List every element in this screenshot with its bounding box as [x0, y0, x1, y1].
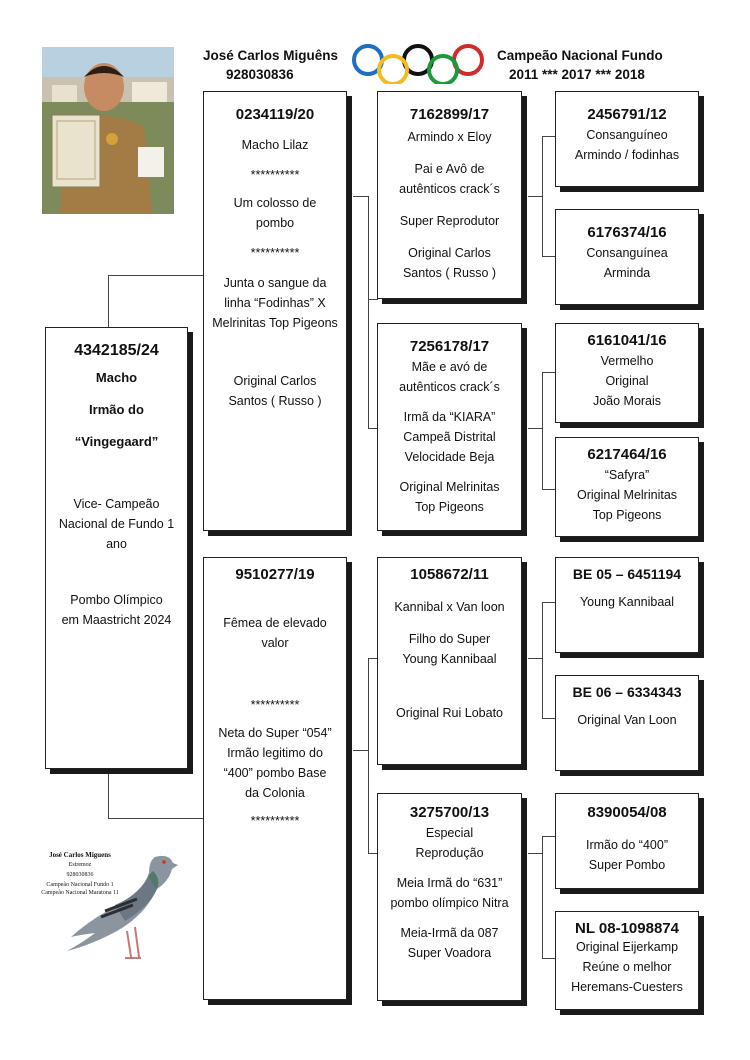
ggp-2-line1: Consanguínea [586, 246, 668, 260]
ggp-3-card [555, 323, 699, 423]
connector [368, 658, 369, 853]
ggp-1-ring: 2456791/12 [587, 106, 667, 123]
sire-sire-desc: Pai e Avô de autênticos crack´s [399, 162, 500, 196]
ggp-8-line3: Heremans-Cuesters [571, 980, 683, 994]
ggp-3-line2: Original [605, 374, 649, 388]
subject-pigeon-card [45, 327, 188, 769]
dam-separator: ********** [250, 814, 300, 828]
dam-lineage: Neta do Super “054” Irmão legitimo do “400” pombo Base da Colonia [218, 726, 332, 800]
connector [528, 658, 542, 659]
dam-dam-sibling: Meia Irmã do “631” pombo olímpico Nitra [390, 876, 509, 910]
olympic-rings-logo [346, 44, 492, 84]
connector [368, 196, 369, 428]
sire-color: Macho Lilaz [241, 138, 309, 152]
pigeon-illustration [45, 845, 190, 970]
connector [542, 836, 555, 837]
sire-separator: ********** [250, 168, 300, 182]
sire-dam-ring: 7256178/17 [409, 338, 490, 355]
sire-sire-role: Super Reprodutor [399, 214, 500, 228]
ggp-8-line2: Reúne o melhor [582, 960, 672, 974]
dam-desc: Fêmea de elevado valor [223, 616, 327, 650]
connector [542, 602, 555, 603]
connector [353, 196, 368, 197]
owner-phone: 928030836 [226, 67, 294, 82]
connector [368, 299, 378, 300]
connector [542, 718, 555, 719]
sire-dam-sibling: Irmã da “KIARA” Campeã Distrital Velocidade Beja [403, 410, 496, 464]
connector [528, 428, 542, 429]
connector [528, 196, 542, 197]
ggp-1-line2: Armindo / fodinhas [574, 148, 680, 162]
connector [542, 958, 555, 959]
sire-ring: 0234119/20 [235, 106, 315, 123]
ggp-4-line3: Top Pigeons [592, 508, 662, 522]
dam-card [203, 557, 347, 1000]
ggp-6-line1: Original Van Loon [577, 713, 677, 727]
connector [542, 136, 555, 137]
sire-sire-card [377, 91, 522, 299]
ggp-7-line2: Super Pombo [588, 858, 666, 872]
championship-title: Campeão Nacional Fundo [497, 48, 663, 63]
stamp-line2: 928030836 [66, 872, 94, 878]
subject-achievement: Vice- Campeão Nacional de Fundo 1 ano [58, 497, 175, 551]
ggp-7-ring: 8390054/08 [587, 804, 667, 821]
ggp-1-line1: Consanguíneo [586, 128, 668, 142]
ggp-5-ring: BE 05 – 6451194 [572, 566, 682, 582]
sire-card [203, 91, 347, 531]
ggp-7-line1: Irmão do “400” [586, 838, 668, 852]
ggp-1-card [555, 91, 699, 187]
stamp-line3: Campeão Nacional Fundo 1 [46, 882, 114, 888]
dam-sire-origin: Original Rui Lobato [395, 706, 503, 720]
connector [108, 769, 109, 819]
subject-ring: 4342185/24 [74, 342, 159, 359]
ggp-3-line1: Vermelho [600, 354, 654, 368]
ggp-8-ring: NL 08-1098874 [575, 920, 679, 937]
connector [108, 818, 203, 819]
sire-origin: Original Carlos Santos ( Russo ) [228, 374, 322, 408]
subject-relation: Irmão do [89, 402, 144, 417]
subject-sibling: “Vingegaard” [74, 434, 159, 449]
sire-lineage: Junta o sangue da linha “Fodinhas” X Melrinitas Top Pigeons [212, 276, 338, 330]
ggp-5-card [555, 557, 699, 653]
owner-name: José Carlos Miguêns [203, 48, 339, 63]
sire-sire-ring: 7162899/17 [409, 106, 490, 123]
dam-dam-card [377, 793, 522, 1001]
dam-sire-card [377, 557, 522, 765]
sire-separator: ********** [250, 246, 300, 260]
stamp-line4: Campeão Nacional Maratona 11 [41, 890, 119, 896]
connector [528, 853, 542, 854]
connector [542, 256, 555, 257]
ggp-3-ring: 6161041/16 [587, 332, 667, 349]
dam-dam-sister: Meia-Irmã da 087 Super Voadora [400, 926, 499, 960]
ggp-5-line1: Young Kannibaal [579, 595, 675, 609]
connector [542, 372, 543, 490]
stamp-name: José Carlos Miguens [49, 851, 111, 859]
connector [542, 602, 543, 719]
ggp-3-line3: João Morais [592, 394, 662, 408]
ggp-4-card [555, 437, 699, 537]
connector [542, 836, 543, 959]
ggp-4-line2: Original Melrinitas [576, 488, 678, 502]
subject-olympic: Pombo Olímpico em Maastricht 2024 [61, 593, 172, 627]
dam-dam-desc: Especial Reprodução [415, 826, 484, 860]
sire-dam-desc: Mãe e avó de autênticos crack´s [399, 360, 500, 394]
ggp-6-ring: BE 06 – 6334343 [572, 684, 682, 700]
ggp-6-card [555, 675, 699, 771]
dam-sire-desc: Filho do Super Young Kannibaal [402, 632, 497, 666]
championship-years: 2011 *** 2017 *** 2018 [509, 67, 645, 82]
sire-sire-cross: Armindo x Eloy [407, 130, 492, 144]
owner-photo [42, 47, 174, 214]
connector [353, 750, 368, 751]
sire-sire-origin: Original Carlos Santos ( Russo ) [402, 246, 497, 280]
ggp-7-card [555, 793, 699, 889]
dam-dam-ring: 3275700/13 [409, 804, 490, 821]
sire-dam-origin: Original Melrinitas Top Pigeons [399, 480, 500, 514]
ggp-2-ring: 6176374/16 [587, 224, 667, 241]
connector [108, 275, 109, 327]
ggp-8-line1: Original Eijerkamp [575, 940, 679, 954]
dam-separator: ********** [250, 698, 300, 712]
connector [542, 372, 555, 373]
dam-sire-ring: 1058672/11 [410, 566, 489, 583]
sire-desc: Um colosso de pombo [233, 196, 317, 230]
sire-dam-card [377, 323, 522, 531]
dam-sire-cross: Kannibal x Van loon [394, 600, 505, 614]
ggp-2-card [555, 209, 699, 305]
ggp-8-card [555, 911, 699, 1010]
stamp-line1: Estremoz [68, 862, 92, 868]
dam-ring: 9510277/19 [235, 566, 315, 583]
ggp-4-line1: “Safyra” [604, 468, 650, 482]
connector [542, 489, 555, 490]
connector [108, 275, 203, 276]
subject-sex: Macho [95, 370, 138, 385]
ggp-4-ring: 6217464/16 [587, 446, 667, 463]
connector [542, 136, 543, 257]
ggp-2-line2: Arminda [603, 266, 651, 280]
